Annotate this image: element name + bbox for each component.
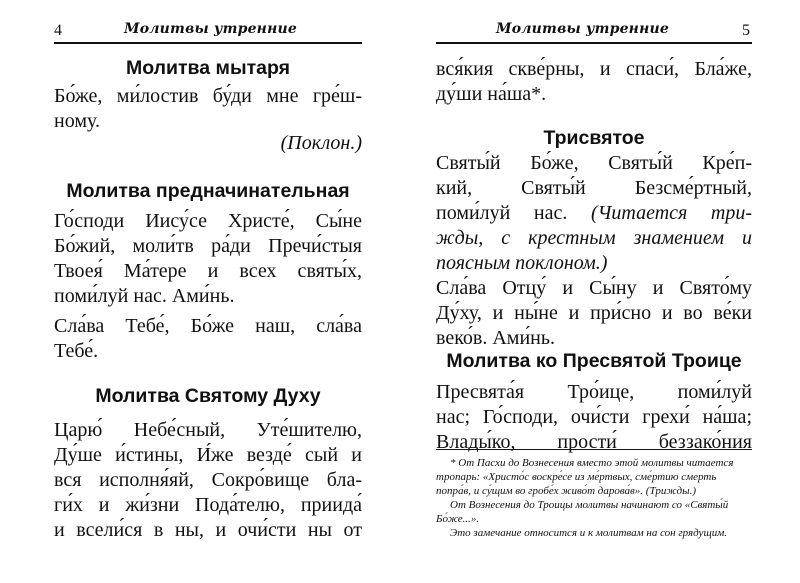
text-line: веко́в. Ами́нь.	[436, 327, 555, 349]
text-line: ги́х и жи́зни Пода́телю, приида́	[54, 494, 362, 516]
text-line: Го́споди Иису́се Христе́, Сы́не	[54, 210, 362, 232]
footnote-line: попра́в, и су́щим во гробе́х живо́т дарова́в». (Трижды.)	[436, 485, 696, 497]
text-prednachinatelnaya-2	[54, 314, 362, 364]
text-mytarya	[54, 84, 362, 134]
text-continuation	[436, 57, 752, 107]
footnote-rule	[436, 449, 752, 450]
footnote-line: Бо́же...».	[436, 513, 480, 525]
text-line	[436, 201, 752, 226]
footnote-line: тропарь: «Христо́с воскре́се из ме́ртвых, сме́ртию смерть	[436, 471, 717, 483]
text-holy-spirit	[54, 418, 362, 543]
page-number: 5	[742, 22, 750, 39]
footnote	[436, 456, 752, 540]
running-header	[436, 20, 752, 44]
text-line: вся́кия скве́рны, и спаси́, Бла́же,	[436, 58, 752, 80]
running-header	[54, 20, 362, 44]
heading-prednachinatelnaya: Молитва предначинательная	[66, 180, 350, 202]
text-line: Влады́ко, прости́ беззако́ния	[436, 431, 752, 453]
text-line: Ду́ху, и ны́не и при́сно и во ве́ки	[436, 302, 752, 324]
heading-trisagion: Трисвятое	[543, 127, 645, 149]
text-line: вся исполня́яй, Сокро́вище бла-	[54, 469, 362, 491]
text-trisagion-1	[436, 151, 752, 276]
text-line: Бо́жий, моли́тв ра́ди Пречи́стыя	[54, 235, 362, 257]
text-trinity	[436, 380, 752, 455]
text-line: Тебе́.	[54, 340, 99, 362]
running-title: Молитвы утренние	[124, 21, 297, 37]
footnote-line: Это замечание относится и к молитвам на сон грядущим.	[450, 527, 728, 539]
footnote-line: * От Пасхи до Вознесения вместо этой молитвы читается	[450, 457, 734, 469]
heading-holy-spirit: Молитва Святому Духу	[95, 385, 321, 407]
text-line: Царю́ Небе́сный, Уте́шителю,	[54, 419, 362, 441]
page-number: 4	[54, 22, 62, 39]
text-line: Пресвята́я Тро́ице, поми́луй	[436, 381, 752, 403]
text-line: поми́луй нас. Ами́нь.	[54, 285, 235, 307]
text-line: Ду́ше и́стины, И́же везде́ сый и	[54, 444, 362, 466]
right-page	[436, 0, 752, 583]
text-line: ду́ши на́ша*.	[436, 83, 547, 105]
text-line: Сла́ва Отцу́ и Сы́ну и Свято́му	[436, 277, 752, 299]
text-line: Бо́же, ми́лостив бу́ди мне гре́ш-	[54, 85, 362, 107]
rubric-segment: (Читается три-	[590, 202, 752, 224]
text-line: Святы́й Бо́же, Святы́й Кре́п-	[436, 152, 752, 174]
text-trisagion-2	[436, 276, 752, 351]
text-line: Твоея́ Ма́тере и всех святы́х,	[54, 260, 362, 282]
text-segment: поми́луй нас.	[436, 202, 591, 224]
text-prednachinatelnaya-1	[54, 209, 362, 309]
text-line: нас; Го́споди, очи́сти грехи́ на́ша;	[436, 406, 752, 428]
heading-mytarya: Молитва мытаря	[125, 57, 291, 79]
rubric-line: жды, с крестным знамением и	[436, 227, 752, 249]
text-line: кий, Святы́й Безсме́ртный,	[436, 177, 752, 199]
running-title: Молитвы утренние	[496, 21, 669, 37]
heading-trinity: Молитва ко Пресвятой Троице	[446, 350, 742, 372]
text-line: и всели́ся в ны, и очи́сти ны от	[54, 519, 362, 541]
text-line: Сла́ва Тебе́, Бо́же наш, сла́ва	[54, 315, 362, 337]
text-line: ному.	[54, 110, 100, 132]
bow-note: (Поклон.)	[280, 132, 362, 154]
left-page	[54, 0, 362, 583]
rubric-line: поясным поклоном.)	[436, 252, 608, 274]
footnote-line: От Вознесения до Троицы молитвы начинают со «Святы́й	[450, 499, 729, 511]
